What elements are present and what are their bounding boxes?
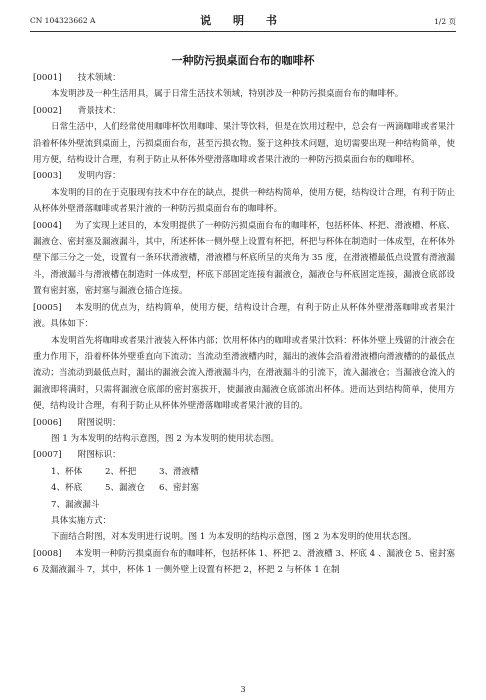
para-0005 [33,300,455,333]
para-0005-body: 本发明首先将咖啡或者果汁液装入杯体内部；饮用杯体内的咖啡或者果汁饮料：杯体外壁上残留的汁液会在重力作用下，沿着杯体外壁垂直向下流动；当流动至滑液槽内时，漏出的液体会沿着滑液槽向滑液槽的的最低点流动；当流动到最低点时，漏出的漏液会流入滑液漏斗内，在滑液漏斗的引流下，流入漏液仓；当漏液仓流入的漏液即将满时，只需将漏液仓底部的密封塞拔开，使漏液由漏液仓底部流出杯体。进而达到结构简单，使用方便，结构设计合理，有利于防止从杯体外壁滑落咖啡或者果汁液的目的。 [33,335,455,412]
para-0002-heading [33,103,455,119]
para-tag: [0006] [33,417,62,428]
para-0001-text: 本发明涉及一种生活用具，属于日常生活技术领域，特别涉及一种防污损桌面台布的咖啡杯。 [51,89,404,100]
reference-label: 1、杯体 [51,466,83,477]
para-0004 [33,218,455,300]
para-0006-heading [33,415,455,431]
para-tag: [0005] [33,302,62,313]
section-heading: 技术领域： [77,73,121,83]
label-row-2 [33,480,455,496]
para-tag: [0008] [33,548,62,559]
implementation-text: 下面结合附图，对本发明进行说明。图 1 为本发明的结构示意图，图 2 为本发明的使用状态图。 [51,532,417,543]
page-indicator: 1/2 页 [434,17,456,26]
section-heading: 背景技术： [77,105,121,116]
para-text: 为了实现上述目的，本发明提供了一种防污损桌面台布的咖啡杯，包括杯体、杯把、滑液槽、杯底、漏液仓、密封塞及漏液漏斗，其中，所述杯体一侧外壁上设置有杯把，杯把与杯体在制造时一体成型，在杯体外壁下部三分之一处，设置有一条环状滑液槽，滑液槽与杯底所呈的夹角为 35 度，在滑液槽最低点设置有滑液漏斗，滑液漏斗与滑液槽在制造时一体成型，杯底下部固定连接有漏液仓，漏液仓与杯底固定连接，漏液仓底部设置有密封塞，密封塞与漏液仓插合连接。 [33,220,455,297]
reference-label: 7、漏液漏斗 [51,499,100,510]
para-tag: [0001] [33,73,62,83]
para-tag: [0004] [33,220,62,231]
para-0007-heading [33,447,455,463]
reference-label: 5、漏液仓 [105,483,145,494]
para-tag: [0003] [33,171,62,182]
reference-label: 4、杯底 [51,483,83,494]
header-rule [30,31,456,32]
section-heading: 发明内容： [77,171,121,182]
document-body [33,70,455,579]
implementation-heading: 具体实施方式： [51,515,112,526]
para-0003-heading [33,168,455,184]
section-heading: 附图说明： [77,417,121,428]
label-row-3 [33,497,455,513]
para-0001-heading [33,70,455,86]
para-0003-text: 本发明的目的在于克服现有技术中存在的缺点，提供一种结构简单，使用方便，结构设计合理，有利于防止从杯体外壁滑落咖啡或者果汁液的一种防污损桌面台布的咖啡杯。 [33,187,455,215]
para-0008 [33,546,455,579]
reference-label: 6、密封塞 [159,483,199,494]
reference-label: 2、杯把 [105,466,137,477]
document-type: 说 明 书 [200,14,286,27]
page-header [30,12,456,30]
document-title: 一种防污损桌面台布的咖啡杯 [171,54,315,67]
para-text: 本发明的优点为，结构简单，使用方便，结构设计合理，有利于防止从杯体外壁滑落咖啡或者果汁液。具体如下： [33,302,455,330]
reference-label: 3、滑液槽 [159,466,199,477]
para-0006-text: 图 1 为本发明的结构示意图，图 2 为本发明的使用状态图。 [51,433,280,444]
page-number: 3 [240,685,246,694]
para-text: 本发明一种防污损桌面台布的咖啡杯，包括杯体 1、杯把 2、滑液槽 3、杯底 4 、漏液仓 5、密封塞 6 及漏液漏斗 7，其中，杯体 1 一侧外壁上设置有杯把 2，杯把 2 与杯体 1 在制 [33,548,455,576]
para-0002-text: 日常生活中，人们经常使用咖啡杯饮用咖啡、果汁等饮料，但是在饮用过程中，总会有一两滴咖啡或者果汁沿着杯体外壁流到桌面上，污损桌面台布，甚至污损衣物。鉴于这种技术问题，迫切需要出现一种结构简单，使用方便，结构设计合理，有利于防止从杯体外壁滑落咖啡或者果汁液的一种防污损桌面台布的咖啡杯。 [33,122,455,166]
para-tag: [0002] [33,105,62,116]
publication-number: CN 104323662 A [30,16,96,25]
label-row-1 [33,464,455,480]
para-tag: [0007] [33,450,62,461]
section-heading: 附图标识： [77,450,121,461]
